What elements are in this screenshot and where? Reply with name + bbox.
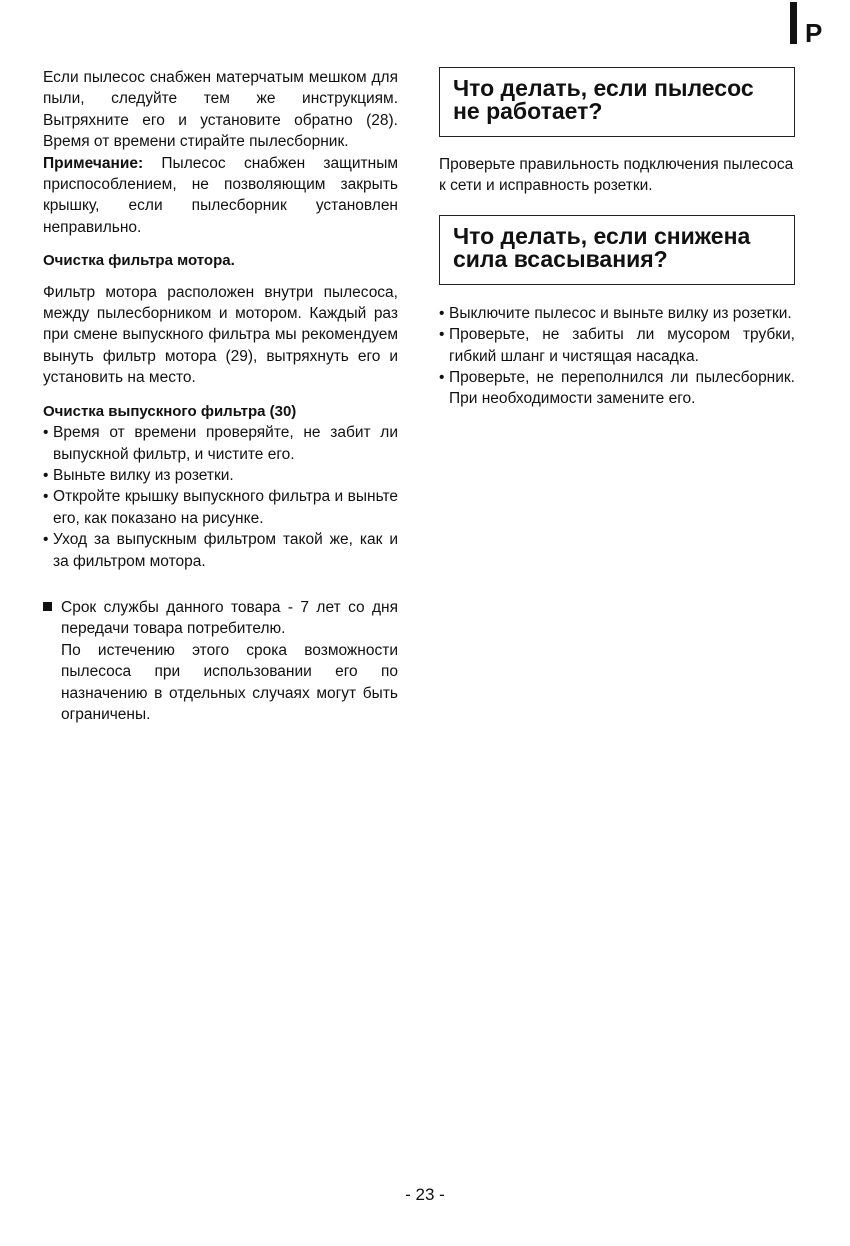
motor-filter-heading: Очистка фильтра мотора.: [43, 252, 235, 270]
square-bullet-icon: [43, 602, 52, 611]
not-working-paragraph: Проверьте правильность подключения пылесоса к сети и исправность розетки.: [439, 156, 794, 195]
low-suction-heading-box: [439, 215, 795, 285]
note-text: Пылесос снабжен защитным приспособлением, не позволяющим закрыть крышку, если пылесборник установлен неправильно.: [43, 154, 398, 236]
list-item: • Уход за выпускным фильтром такой же, как и за фильтром мотора.: [43, 529, 398, 572]
list-item: • Проверьте, не переполнился ли пылесборник. При необходимости замените его.: [439, 367, 795, 410]
language-marker-letter: P: [805, 18, 823, 48]
note-paragraph: [43, 153, 398, 239]
list-item: • Проверьте, не забиты ли мусором трубки, гибкий шланг и чистящая насадка.: [439, 324, 795, 367]
right-column: [439, 67, 795, 410]
list-item: • Время от времени проверяйте, не забит ли выпускной фильтр, и чистите его.: [43, 422, 398, 465]
page-number: - 23 -: [405, 1185, 445, 1204]
language-marker: [790, 2, 834, 46]
low-suction-title: Что делать, если снижена сила всасывания?: [453, 222, 751, 272]
language-marker-bar: [790, 2, 797, 44]
exhaust-filter-list: [43, 422, 398, 572]
motor-filter-paragraph: Фильтр мотора расположен внутри пылесоса, между пылесборником и мотором. Каждый раз при смене выпускного фильтра мы рекомендуем вынуть фильтр мотора (29), вытряхнуть его и установить на место.: [43, 283, 398, 387]
low-suction-list: [439, 303, 795, 410]
service-life-text: Срок службы данного товара - 7 лет со дня передачи товара потребителю.: [61, 598, 398, 638]
exhaust-filter-heading: Очистка выпускного фильтра (30): [43, 402, 297, 420]
service-life-limitation-text: По истечению этого срока возможности пылесоса при использовании его по назначению в отдельных случаях могут быть ограничены.: [61, 641, 398, 723]
list-item: • Выключите пылесос и выньте вилку из розетки.: [439, 303, 795, 324]
service-life-block: [43, 597, 398, 725]
not-working-title: Что делать, если пылесос не работает?: [453, 75, 754, 124]
list-item: • Выньте вилку из розетки.: [43, 465, 398, 486]
not-working-heading-box: [439, 67, 795, 137]
dust-bag-paragraph: Если пылесос снабжен матерчатым мешком для пыли, следуйте тем же инструкциям. Вытряхните его и установите обратно (28). Время от времени стирайте пылесборник.: [43, 69, 398, 151]
left-column: [43, 67, 398, 725]
note-label: Примечание:: [43, 154, 144, 172]
list-item: • Откройте крышку выпускного фильтра и выньте его, как показано на рисунке.: [43, 486, 398, 529]
